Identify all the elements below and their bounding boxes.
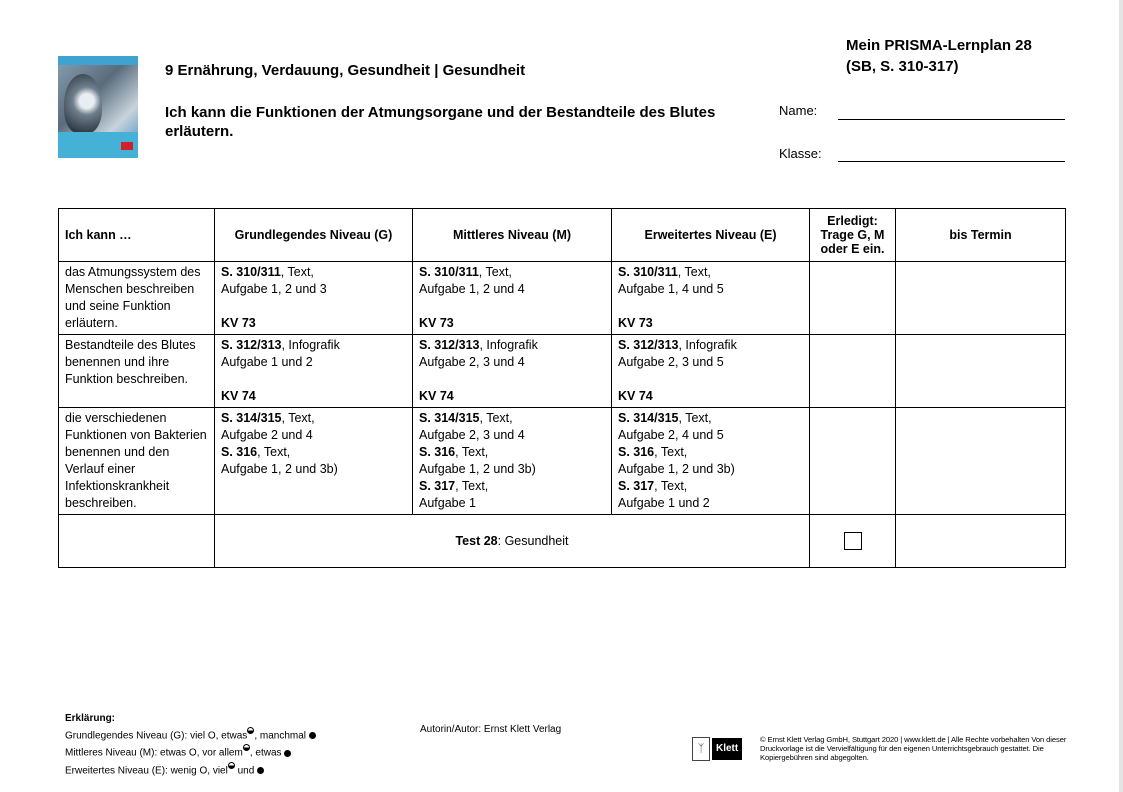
col-header-deadline: bis Termin (896, 209, 1066, 262)
legend-e: Erweitertes Niveau (E): wenig O, viel und (65, 762, 316, 779)
name-label: Name: (779, 103, 818, 118)
klett-mark-icon: ᛉ (692, 737, 710, 761)
cell-e: S. 310/311, Text, Aufgabe 1, 4 und 5 KV 73 (612, 262, 810, 335)
cell-deadline[interactable] (896, 262, 1066, 335)
cell-e: S. 314/315, Text, Aufgabe 2, 4 und 5 S. 316, Text, Aufgabe 1, 2 und 3b) S. 317, Text, Aufgabe 1 und 2 (612, 408, 810, 515)
col-header-can: Ich kann … (59, 209, 215, 262)
book-cover-image (58, 56, 138, 158)
cell-m: S. 314/315, Text, Aufgabe 2, 3 und 4 S. 316, Text, Aufgabe 1, 2 und 3b) S. 317, Text, Aufgabe 1 (413, 408, 612, 515)
legend-g: Grundlegendes Niveau (G): viel O, etwas , manchmal (65, 727, 316, 744)
cell-g: S. 310/311, Text, Aufgabe 1, 2 und 3 KV 73 (215, 262, 413, 335)
chapter-title: 9 Ernährung, Verdauung, Gesundheit | Gesundheit (165, 62, 526, 79)
test-row (59, 515, 1066, 568)
learning-goal: Ich kann die Funktionen der Atmungsorgane und der Bestandteile des Blutes erläutern. (165, 104, 716, 140)
test-cell: Test 28: Gesundheit (215, 515, 810, 568)
half-circle-icon (228, 762, 235, 769)
test-check-cell (810, 515, 896, 568)
legend-m: Mittleres Niveau (M): etwas O, vor allem , etwas (65, 744, 316, 761)
col-header-m: Mittleres Niveau (M) (413, 209, 612, 262)
page-edge (1119, 0, 1123, 792)
col-header-e: Erweitertes Niveau (E) (612, 209, 810, 262)
cell-m: S. 310/311, Text, Aufgabe 1, 2 und 4 KV 73 (413, 262, 612, 335)
cell-done[interactable] (810, 408, 896, 515)
cell-g: S. 314/315, Text, Aufgabe 2 und 4 S. 316, Text, Aufgabe 1, 2 und 3b) (215, 408, 413, 515)
checkbox-icon[interactable] (844, 532, 862, 550)
author-line: Autorin/Autor: Ernst Klett Verlag (420, 724, 562, 735)
name-field[interactable] (838, 119, 1065, 120)
learning-plan-table (58, 208, 1066, 568)
col-header-done: Erledigt: Trage G, M oder E ein. (810, 209, 896, 262)
plan-title-line1: Mein PRISMA-Lernplan 28 (846, 37, 1032, 54)
filled-circle-icon (284, 750, 291, 757)
filled-circle-icon (309, 732, 316, 739)
table-row (59, 262, 1066, 335)
klett-logo-text: Klett (712, 738, 742, 760)
table-row (59, 408, 1066, 515)
cell-deadline[interactable] (896, 408, 1066, 515)
table-row (59, 335, 1066, 408)
plan-title-line2: (SB, S. 310-317) (846, 58, 959, 75)
cell-m: S. 312/313, Infografik Aufgabe 2, 3 und 4 KV 74 (413, 335, 612, 408)
test-deadline-cell[interactable] (896, 515, 1066, 568)
table-header-row (59, 209, 1066, 262)
half-circle-icon (243, 744, 250, 751)
legend-title: Erklärung: (65, 713, 116, 724)
filled-circle-icon (257, 767, 264, 774)
row-can: die verschiedenen Funktionen von Bakterien benennen und den Verlauf einer Infektionskrankheit beschreiben. (59, 408, 215, 515)
cell-g: S. 312/313, Infografik Aufgabe 1 und 2 KV 74 (215, 335, 413, 408)
class-label: Klasse: (779, 146, 822, 161)
plan-title (846, 35, 1032, 77)
cell-deadline[interactable] (896, 335, 1066, 408)
row-can-empty (59, 515, 215, 568)
legend (65, 711, 316, 779)
klett-logo-icon (692, 737, 744, 761)
copyright-notice: © Ernst Klett Verlag GmbH, Stuttgart 2020 | www.klett.de | Alle Rechte vorbehalten Von dieser Druckvorlage ist die Vervielfältigung für den eigenen Unterrichtsgebrauch gestattet. Die Kopiergebühren sind abgegolten. (760, 735, 1067, 762)
cell-e: S. 312/313, Infografik Aufgabe 2, 3 und 5 KV 74 (612, 335, 810, 408)
row-can: Bestandteile des Blutes benennen und ihre Funktion beschreiben. (59, 335, 215, 408)
cell-done[interactable] (810, 335, 896, 408)
row-can: das Atmungssystem des Menschen beschreiben und seine Funktion erläutern. (59, 262, 215, 335)
cell-done[interactable] (810, 262, 896, 335)
col-header-g: Grundlegendes Niveau (G) (215, 209, 413, 262)
class-field[interactable] (838, 161, 1065, 162)
